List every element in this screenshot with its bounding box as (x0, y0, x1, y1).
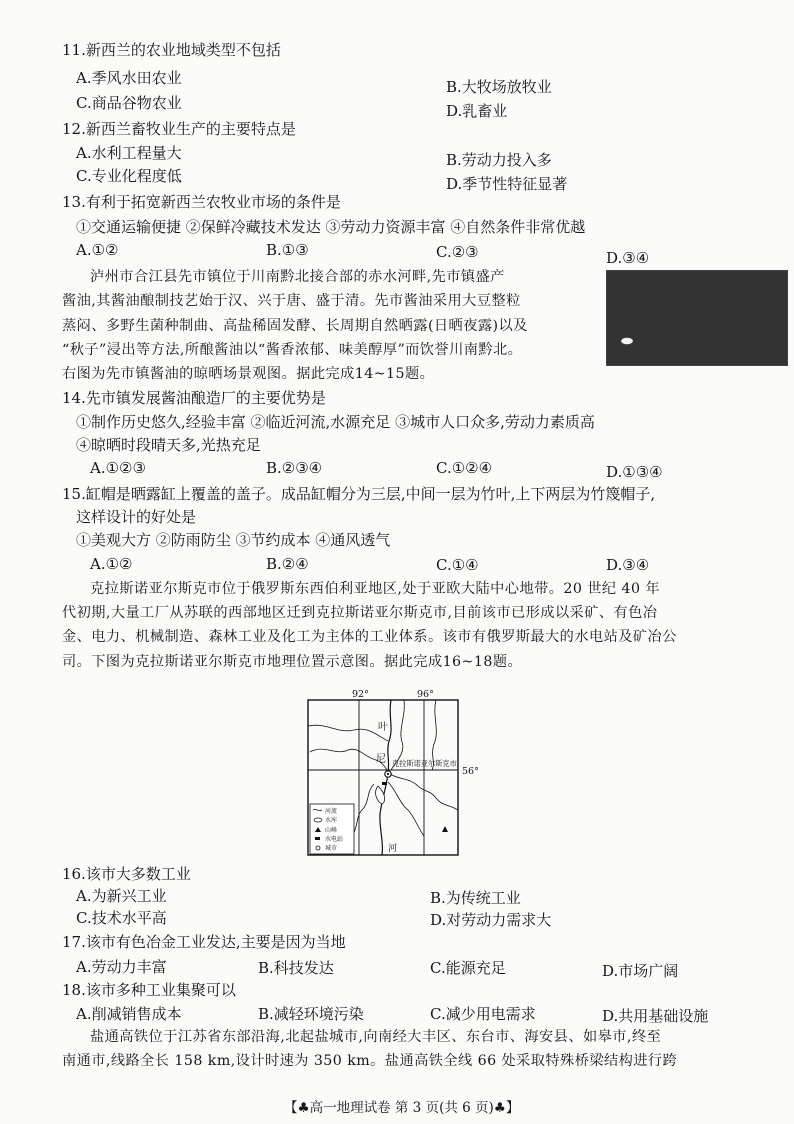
lon-label-92: 92° (352, 689, 369, 700)
tributary-river (388, 782, 424, 836)
q16-option-b[interactable]: B.为传统工业 (430, 889, 521, 907)
q14-option-a[interactable]: A.①②③ (90, 459, 146, 477)
reservoir (376, 786, 385, 804)
q13-option-b[interactable]: B.①③ (266, 241, 309, 259)
q12-option-b[interactable]: B.劳动力投入多 (446, 151, 552, 169)
q12-stem: 12.新西兰畜牧业生产的主要特点是 (62, 120, 296, 138)
q13-option-a[interactable]: A.①② (76, 241, 119, 259)
q11-stem: 11.新西兰的农业地域类型不包括 (62, 41, 281, 59)
q15-option-d[interactable]: D.③④ (606, 556, 650, 574)
q18-option-d[interactable]: D.共用基础设施 (602, 1007, 709, 1025)
q16-option-d[interactable]: D.对劳动力需求大 (430, 911, 552, 929)
passage1-line: “秋子”浸出等方法,所酿酱油以“酱香浓郁、味美醇厚”而饮誉川南黔北。 (62, 342, 523, 358)
q15-option-b[interactable]: B.②④ (266, 555, 309, 573)
river-label-ni: 尼 (376, 754, 386, 765)
q15-items: ①美观大方 ②防雨防尘 ③节约成本 ④通风透气 (76, 531, 391, 549)
city-label: 克拉斯诺亚尔斯克市 (392, 759, 457, 768)
q18-option-a[interactable]: A.削减销售成本 (76, 1005, 182, 1023)
lat-label-56: 56° (462, 766, 479, 777)
passage1-line: 蒸闷、多野生菌种制曲、高盐稀固发酵、长周期自然晒露(日晒夜露)以及 (62, 318, 528, 334)
q14-items-line1: ①制作历史悠久,经验丰富 ②临近河流,水源充足 ③城市人口众多,劳动力素质高 (76, 413, 595, 431)
q13-option-d[interactable]: D.③④ (606, 249, 650, 267)
q18-stem: 18.该市多种工业集聚可以 (62, 981, 236, 999)
q16-option-a[interactable]: A.为新兴工业 (76, 887, 167, 905)
legend-peak: 山峰 (325, 827, 338, 834)
q14-stem: 14.先市镇发展酱油酿造厂的主要优势是 (62, 389, 326, 407)
river-label-he: 河 (388, 844, 398, 854)
q11-option-b[interactable]: B.大牧场放牧业 (446, 78, 552, 96)
q16-option-c[interactable]: C.技术水平高 (76, 909, 167, 927)
tributary-river (352, 784, 374, 836)
q15-option-c[interactable]: C.①④ (436, 556, 479, 574)
passage2-line: 克拉斯诺亚尔斯克市位于俄罗斯东西伯利亚地区,处于亚欧大陆中心地带。20 世纪 40 年 (90, 581, 661, 597)
q15-stem-line1: 15.缸帽是晒露缸上覆盖的盖子。成品缸帽分为三层,中间一层为竹叶,上下两层为竹篾帽子, (62, 485, 656, 503)
river-label-ye: 叶 (378, 722, 388, 733)
q17-stem: 17.该市有色冶金工业发达,主要是因为当地 (62, 933, 346, 951)
legend-city: 城市 (325, 845, 338, 852)
q11-option-a[interactable]: A.季风水田农业 (76, 69, 182, 87)
q12-option-d[interactable]: D.季节性特征显著 (446, 175, 568, 193)
q13-option-c[interactable]: C.②③ (436, 243, 479, 261)
tributary-river (308, 725, 388, 741)
q12-option-a[interactable]: A.水利工程量大 (76, 144, 182, 162)
passage2-line: 司。下图为克拉斯诺亚尔斯克市地理位置示意图。据此完成16~18题。 (62, 654, 523, 670)
legend-hydropower: 水电站 (325, 836, 344, 843)
mountain-peak-icon (442, 826, 448, 832)
q14-option-d[interactable]: D.①③④ (606, 463, 663, 481)
q18-option-b[interactable]: B.减轻环境污染 (258, 1005, 364, 1023)
q15-stem-line2: 这样设计的好处是 (76, 508, 197, 526)
passage1-line: 泸州市合江县先市镇位于川南黔北接合部的赤水河畔,先市镇盛产 (90, 269, 505, 285)
legend-hydropower-icon (315, 837, 320, 840)
legend-reservoir: 水库 (325, 817, 338, 824)
q17-option-d[interactable]: D.市场广阔 (602, 962, 679, 980)
q15-option-a[interactable]: A.①② (90, 555, 133, 573)
q17-option-a[interactable]: A.劳动力丰富 (76, 958, 167, 976)
passage2-line: 金、电力、机械制造、森林工业及化工为主体的工业体系。该市有俄罗斯最大的水电站及矿冶公 (62, 629, 677, 645)
passage3-line: 南通市,线路全长 158 km,设计时速为 350 km。盐通高铁全线 66 处采取特殊桥梁结构进行跨 (62, 1053, 678, 1069)
q17-option-b[interactable]: B.科技发达 (258, 959, 334, 977)
q14-items-line2: ④晾晒时段晴天多,光热充足 (76, 436, 261, 454)
krasnoyarsk-location-map (296, 686, 496, 862)
q14-option-c[interactable]: C.①②④ (436, 459, 493, 477)
q16-stem: 16.该市大多数工业 (62, 865, 191, 883)
legend-river: 河流 (325, 808, 338, 815)
passage1-line: 酱油,其酱油酿制技艺始于汉、兴于唐、盛于清。先市酱油采用大豆整粒 (62, 293, 521, 309)
q12-option-c[interactable]: C.专业化程度低 (76, 167, 182, 185)
page-footer: 【♣高一地理试卷 第 3 页(共 6 页)♣】 (284, 1100, 520, 1116)
q11-option-c[interactable]: C.商品谷物农业 (76, 94, 182, 112)
q13-stem: 13.有利于拓宽新西兰农牧业市场的条件是 (62, 193, 341, 211)
passage2-line: 代初期,大量工厂从苏联的西部地区迁到克拉斯诺亚尔斯克市,目前该市已形成以采矿、有色冶 (62, 605, 658, 621)
q14-option-b[interactable]: B.②③④ (266, 459, 323, 477)
q18-option-c[interactable]: C.减少用电需求 (430, 1005, 536, 1023)
q13-items: ①交通运输便捷 ②保鲜冷藏技术发达 ③劳动力资源丰富 ④自然条件非常优越 (76, 218, 586, 236)
q11-option-d[interactable]: D.乳畜业 (446, 102, 508, 120)
soy-sauce-drying-photo (606, 270, 788, 366)
passage3-line: 盐通高铁位于江苏省东部沿海,北起盐城市,向南经大丰区、东台市、海安县、如皋市,终至 (90, 1029, 662, 1045)
passage1-line: 右图为先市镇酱油的晾晒场景观图。据此完成14~15题。 (62, 366, 435, 382)
q17-option-c[interactable]: C.能源充足 (430, 959, 506, 977)
hydropower-station-icon (382, 782, 387, 785)
lon-label-96: 96° (417, 689, 434, 700)
